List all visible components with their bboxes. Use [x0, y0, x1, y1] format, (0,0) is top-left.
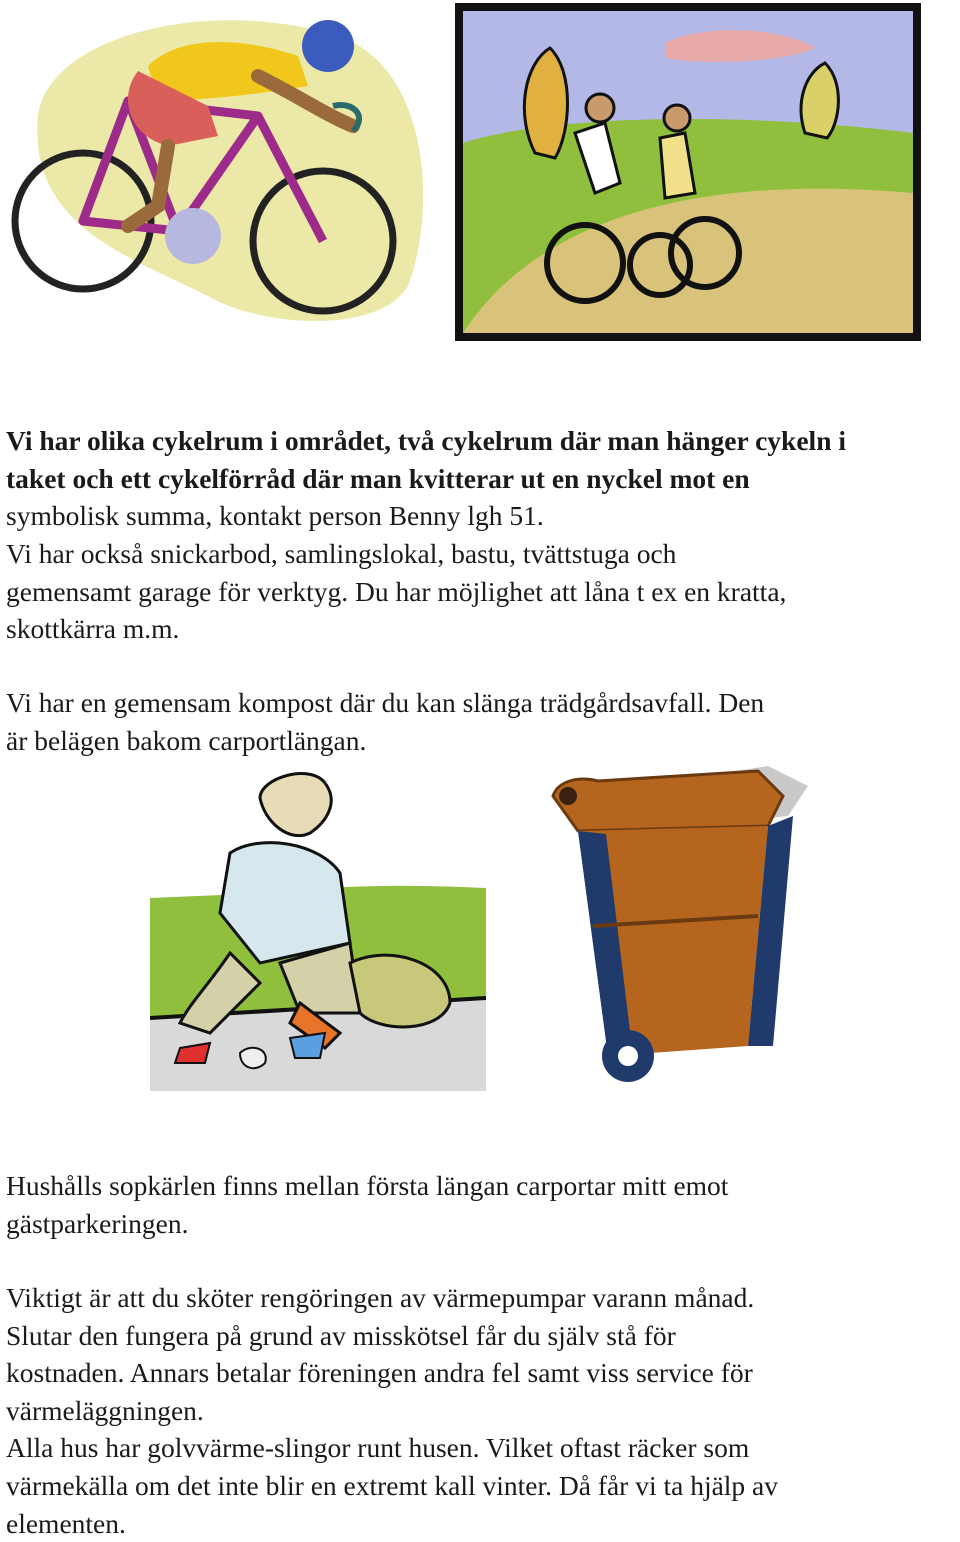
text-line: skottkärra m.m. — [6, 613, 180, 645]
text-line: taket och ett cykelförråd där man kvitterar ut en nyckel mot en — [6, 462, 750, 494]
text-line: Hushålls sopkärlen finns mellan första längan carportar mitt emot — [6, 1170, 729, 1201]
text-line: Vi har olika cykelrum i området, två cykelrum där man hänger cykeln i — [6, 425, 846, 456]
gardener-collecting-litter-clipart — [150, 763, 486, 1091]
text-line: värmekälla om det inte blir en extremt kall vinter. Då får vi ta hjälp av — [6, 1469, 779, 1501]
couple-cycling-clipart — [455, 3, 921, 341]
cyclist-clipart — [8, 6, 428, 336]
text-line: Vi har också snickarbod, samlingslokal, bastu, tvättstuga och — [6, 538, 677, 569]
text-line: elementen. — [6, 1507, 126, 1539]
text-line: Alla hus har golvvärme-slingor runt husen. Vilket oftast räcker som — [6, 1432, 750, 1464]
shared-facilities-paragraph — [6, 535, 958, 648]
text-line: är belägen bakom carportlängan. — [6, 724, 367, 756]
text-line: kostnaden. Annars betalar föreningen andra fel samt viss service för — [6, 1357, 753, 1389]
text-line: Slutar den fungera på grund av misskötsel får du själv stå för — [6, 1319, 676, 1351]
text-line: värmeläggningen. — [6, 1394, 204, 1426]
heat-pump-paragraph — [6, 1279, 958, 1542]
text-line: gemensamt garage för verktyg. Du har möjlighet att låna t ex en kratta, — [6, 575, 787, 607]
text-line: gästparkeringen. — [6, 1207, 189, 1239]
brown-wheelie-bin-clipart — [538, 756, 818, 1092]
text-line: Viktigt är att du sköter rengöringen av värmepumpar varann månad. — [6, 1282, 755, 1313]
compost-paragraph — [6, 684, 958, 759]
text-line: Vi har en gemensam kompost där du kan slänga trädgårdsavfall. Den — [6, 687, 765, 718]
bicycle-rooms-paragraph — [6, 422, 958, 535]
text-line: symbolisk summa, kontakt person Benny lgh 51. — [6, 500, 544, 532]
household-bins-paragraph — [6, 1167, 958, 1242]
